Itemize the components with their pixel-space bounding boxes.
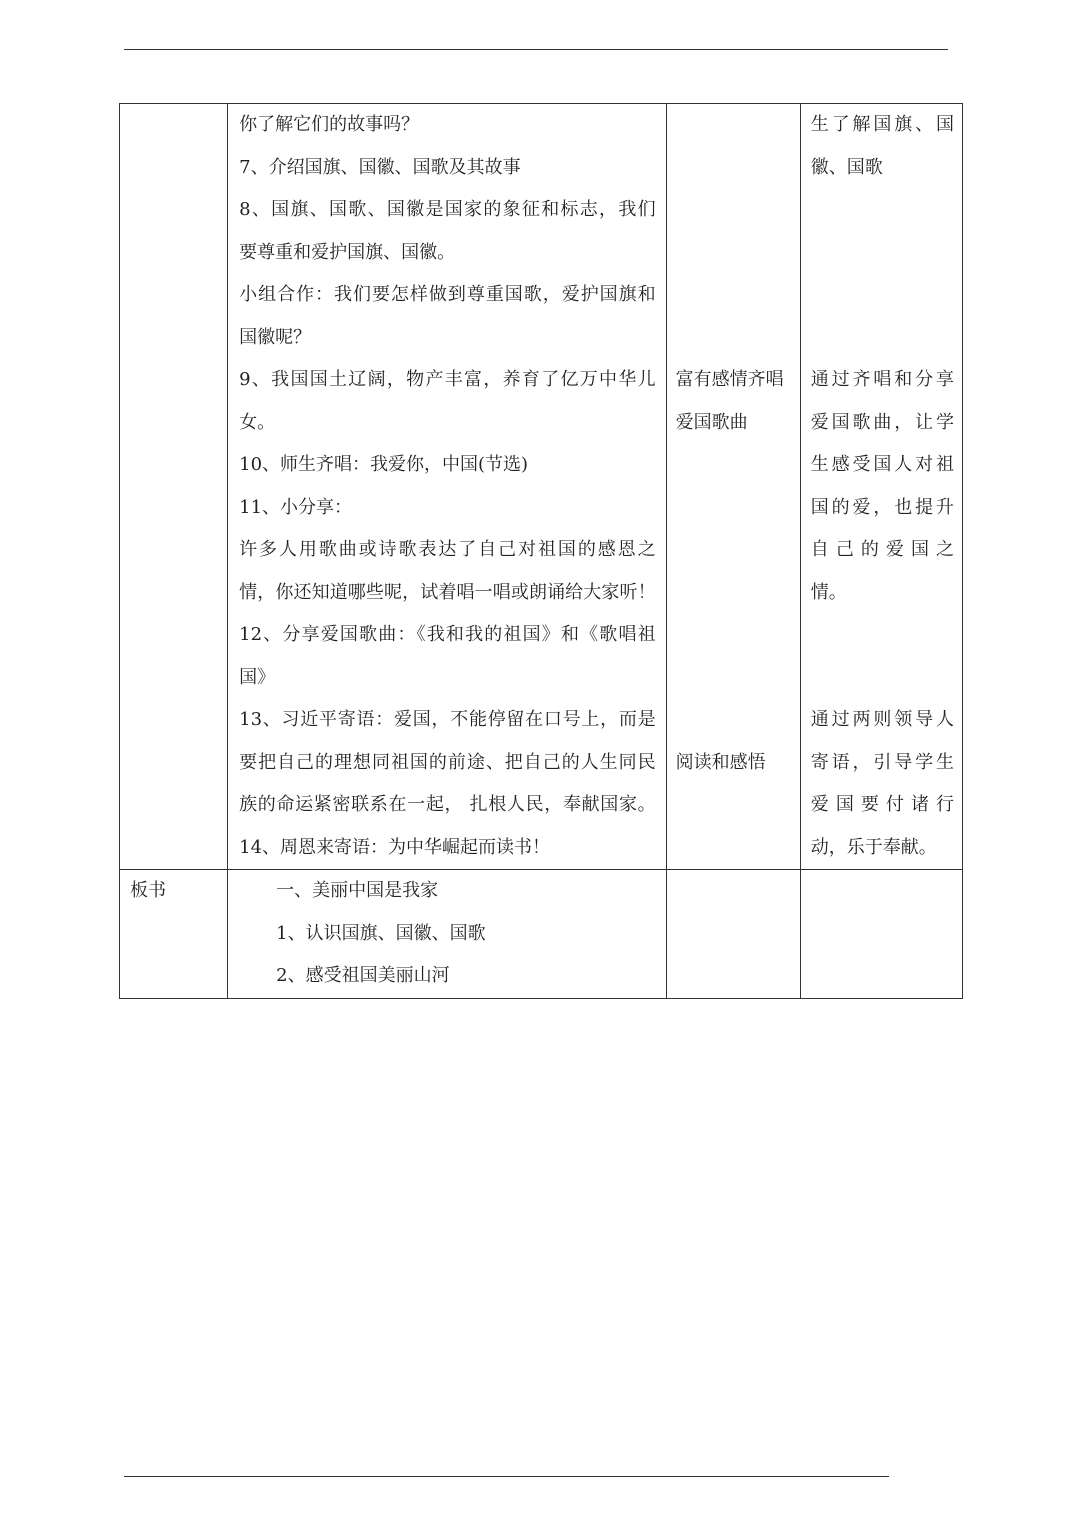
process-line: 国徽呢？ xyxy=(239,326,312,348)
board-line: 一、美丽中国是我家 xyxy=(276,880,439,901)
design-intent-cell xyxy=(800,104,962,870)
process-line: 要尊重和爱护国旗、国徽。 xyxy=(239,241,456,263)
intent-line: 爱国歌曲，让学 xyxy=(810,411,954,433)
intent-line: 徽、国歌 xyxy=(810,156,883,178)
process-line: 族的命运紧密联系在一起， 扎根人民，奉献国家。 xyxy=(239,794,656,815)
process-line: 14、周恩来寄语：为中华崛起而读书！ xyxy=(239,836,551,858)
activity-line: 阅读和感悟 xyxy=(675,751,766,773)
process-line: 女。 xyxy=(239,411,276,433)
process-line: 9、我国国土辽阔，物产丰富，养育了亿万中华儿 xyxy=(239,369,656,390)
intent-line: 爱国要付诸行 xyxy=(810,794,954,815)
activity-line: 富有感情齐唱 xyxy=(675,369,784,390)
row-label-cell xyxy=(120,104,228,870)
intent-line: 通过两则领导人 xyxy=(810,709,954,730)
activity-line: 爱国歌曲 xyxy=(675,411,748,433)
intent-line: 自己的爱国之 xyxy=(810,539,954,560)
process-line: 小组合作：我们要怎样做到尊重国歌，爱护国旗和 xyxy=(239,284,656,305)
intent-line: 寄语，引导学生 xyxy=(810,751,954,773)
intent-line: 生了解国旗、国 xyxy=(810,114,954,135)
board-line: 1、认识国旗、国徽、国歌 xyxy=(276,922,486,944)
table-row xyxy=(120,870,963,999)
intent-line: 生感受国人对祖 xyxy=(810,454,954,475)
process-line: 你了解它们的故事吗？ xyxy=(239,114,420,135)
board-empty-cell xyxy=(800,870,962,999)
header-rule xyxy=(124,49,948,50)
process-line: 7、介绍国旗、国徽、国歌及其故事 xyxy=(239,156,521,178)
process-line: 11、小分享： xyxy=(239,496,353,518)
process-line: 国》 xyxy=(239,666,276,688)
board-label-cell xyxy=(120,870,228,999)
process-line: 10、师生齐唱：我爱你，中国(节选) xyxy=(239,454,529,475)
board-empty-cell xyxy=(666,870,800,999)
board-line: 2、感受祖国美丽山河 xyxy=(276,965,450,986)
table-row xyxy=(120,104,963,870)
teaching-process-cell xyxy=(228,104,667,870)
board-label: 板书 xyxy=(130,880,166,901)
process-line: 要把自己的理想同祖国的前途、把自己的人生同民 xyxy=(239,751,656,773)
lesson-plan-table xyxy=(119,103,963,999)
process-line: 13、习近平寄语：爱国，不能停留在口号上，而是 xyxy=(239,709,656,730)
process-line: 情，你还知道哪些呢，试着唱一唱或朗诵给大家听！ xyxy=(239,581,656,603)
intent-line: 国的爱，也提升 xyxy=(810,496,954,518)
board-content-cell xyxy=(228,870,667,999)
process-line: 8、国旗、国歌、国徽是国家的象征和标志，我们 xyxy=(239,199,656,220)
process-line: 12、分享爱国歌曲：《我和我的祖国》和《歌唱祖 xyxy=(239,624,656,645)
intent-line: 情。 xyxy=(810,581,847,603)
intent-line: 通过齐唱和分享 xyxy=(810,369,954,390)
footer-rule xyxy=(124,1476,889,1477)
student-activity-cell xyxy=(666,104,800,870)
process-line: 许多人用歌曲或诗歌表达了自己对祖国的感恩之 xyxy=(239,539,656,560)
intent-line: 动，乐于奉献。 xyxy=(810,836,937,858)
